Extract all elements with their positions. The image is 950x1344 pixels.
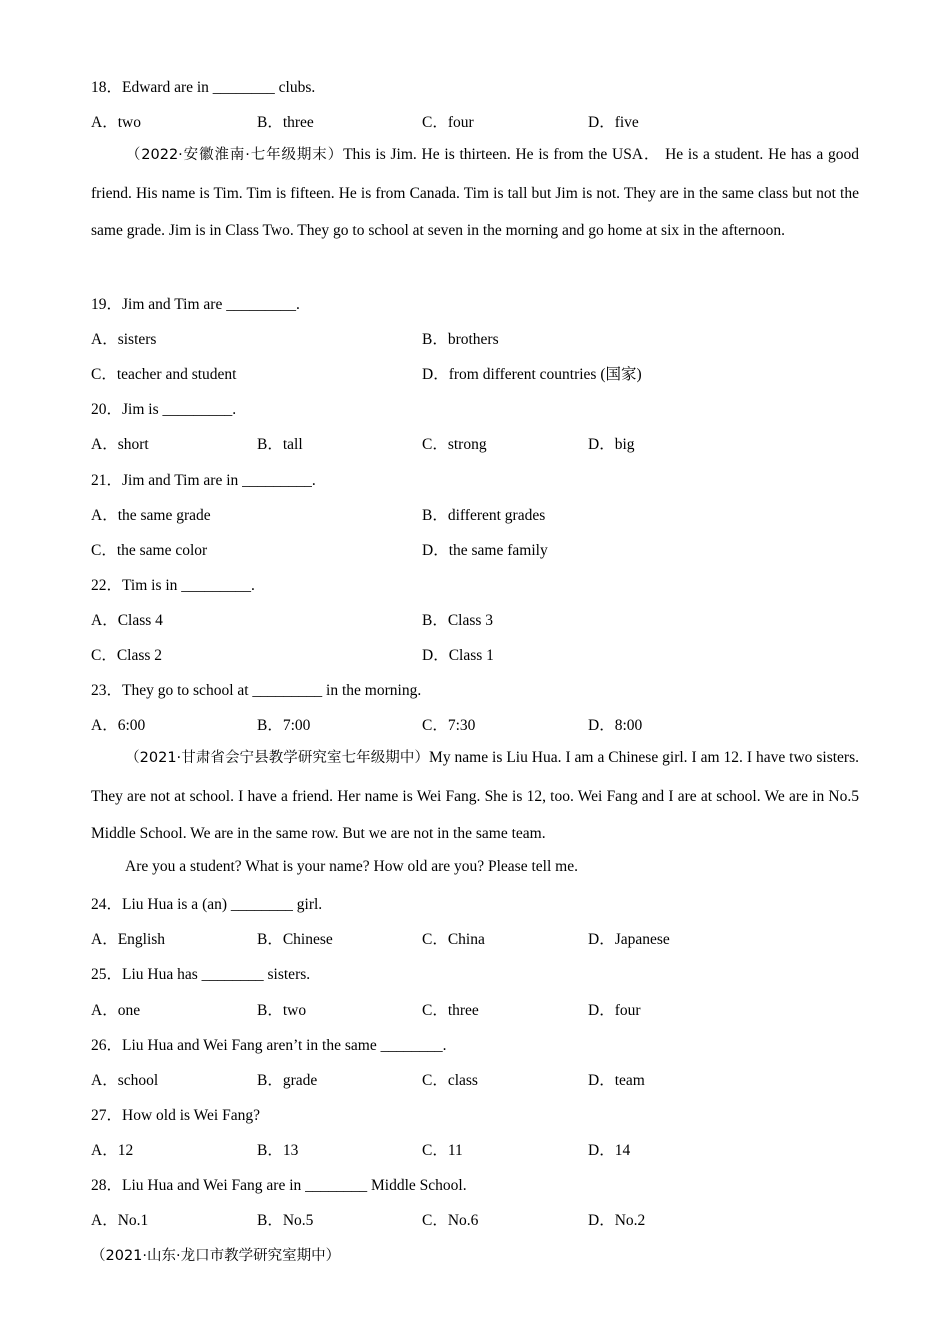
q26-options [91, 1068, 871, 1090]
q22-options-row1 [91, 608, 871, 630]
q22-stem: 22．Tim is in _________. [91, 577, 255, 594]
passage-1-text: This is Jim. He is thirteen. He is from the USA． He is a student. He has a good friend. His name is Tim. Tim is fifteen. He is from Canada. Tim is tall but Jim is not. They are in the same class but not the same grade. Jim is in Class Two. They go to school at seven in the morning and go home at six in the afternoon. [91, 146, 859, 239]
option-a[interactable]: A．Class 4 [91, 612, 163, 629]
option-c[interactable]: C．three [422, 1002, 479, 1019]
option-c[interactable]: C．No.6 [422, 1212, 479, 1229]
q28-stem: 28．Liu Hua and Wei Fang are in ________ Middle School. [91, 1177, 467, 1194]
q19-stem: 19．Jim and Tim are _________. [91, 296, 300, 313]
option-a[interactable]: A．one [91, 1002, 141, 1019]
q27-options [91, 1138, 871, 1160]
option-b[interactable]: B．different grades [422, 507, 546, 524]
footer-source: （2021·山东·龙口市教学研究室期中） [91, 1248, 341, 1264]
passage-2-text2: Are you a student? What is your name? How old are you? Please tell me. [125, 858, 578, 875]
q25-options [91, 998, 871, 1020]
passage-1-source: （2022·安徽淮南·七年级期末） [125, 147, 344, 163]
option-c[interactable]: C．China [422, 931, 485, 948]
option-c[interactable]: C．strong [422, 436, 487, 453]
option-d[interactable]: D．8:00 [588, 717, 643, 734]
option-a[interactable]: A．two [91, 114, 141, 131]
q20-options [91, 432, 871, 454]
option-b[interactable]: B．tall [257, 436, 303, 453]
option-c[interactable]: C．Class 2 [91, 647, 163, 664]
q21-stem: 21．Jim and Tim are in _________. [91, 472, 316, 489]
option-b[interactable]: B．two [257, 1002, 307, 1019]
option-c[interactable]: C．the same color [91, 542, 208, 559]
q18-stem: 18．Edward are in ________ clubs. [91, 79, 316, 96]
option-c[interactable]: C．four [422, 114, 474, 131]
option-b[interactable]: B．three [257, 114, 314, 131]
q27-stem: 27．How old is Wei Fang? [91, 1107, 260, 1124]
option-a[interactable]: A．sisters [91, 331, 157, 348]
passage-2-source: （2021·甘肃省会宁县教学研究室七年级期中） [125, 750, 430, 766]
option-b[interactable]: B．brothers [422, 331, 499, 348]
option-d[interactable]: D．four [588, 1002, 641, 1019]
option-a[interactable]: A．school [91, 1072, 159, 1089]
q23-stem: 23．They go to school at _________ in the morning. [91, 682, 422, 699]
q24-stem: 24．Liu Hua is a (an) ________ girl. [91, 896, 323, 913]
option-b[interactable]: B．Class 3 [422, 612, 494, 629]
option-b[interactable]: B．7:00 [257, 717, 311, 734]
option-d[interactable]: D．the same family [422, 542, 548, 559]
option-c[interactable]: C．class [422, 1072, 478, 1089]
option-c[interactable]: C．teacher and student [91, 366, 237, 383]
q21-options-row2 [91, 538, 871, 560]
option-c[interactable]: C．11 [422, 1142, 463, 1159]
option-d[interactable]: D．Class 1 [422, 647, 494, 664]
option-d[interactable]: D．big [588, 436, 635, 453]
q28-options [91, 1208, 871, 1230]
passage-2 [91, 739, 859, 853]
q22-options-row2 [91, 643, 871, 665]
option-a[interactable]: A．No.1 [91, 1212, 149, 1229]
q18-options [91, 110, 871, 132]
q23-options [91, 713, 871, 735]
passage-1 [91, 136, 859, 250]
passage-2-text: My name is Liu Hua. I am a Chinese girl. I am 12. I have two sisters. They are not at school. I have a friend. Her name is Wei Fang. She is 12, too. Wei Fang and I are at school. We are in No.5 Middle School. We are in the same row. But we are not in the same team. [91, 749, 859, 842]
option-d[interactable]: D．five [588, 114, 639, 131]
q21-options-row1 [91, 503, 871, 525]
option-d[interactable]: D．Japanese [588, 931, 670, 948]
option-a[interactable]: A．English [91, 931, 166, 948]
q19-options-row2 [91, 362, 871, 384]
option-b[interactable]: B．grade [257, 1072, 318, 1089]
q19-options-row1 [91, 327, 871, 349]
option-d[interactable]: D．No.2 [588, 1212, 646, 1229]
q26-stem: 26．Liu Hua and Wei Fang aren’t in the same ________. [91, 1037, 447, 1054]
q24-options [91, 927, 871, 949]
option-d[interactable]: D．from different countries (国家) [422, 366, 642, 383]
option-a[interactable]: A．6:00 [91, 717, 146, 734]
option-a[interactable]: A．short [91, 436, 149, 453]
option-a[interactable]: A．the same grade [91, 507, 211, 524]
option-b[interactable]: B．Chinese [257, 931, 333, 948]
q20-stem: 20．Jim is _________. [91, 401, 237, 418]
option-c[interactable]: C．7:30 [422, 717, 476, 734]
option-b[interactable]: B．No.5 [257, 1212, 314, 1229]
q25-stem: 25．Liu Hua has ________ sisters. [91, 966, 311, 983]
option-b[interactable]: B．13 [257, 1142, 299, 1159]
option-a[interactable]: A．12 [91, 1142, 134, 1159]
option-d[interactable]: D．14 [588, 1142, 631, 1159]
option-d[interactable]: D．team [588, 1072, 645, 1089]
